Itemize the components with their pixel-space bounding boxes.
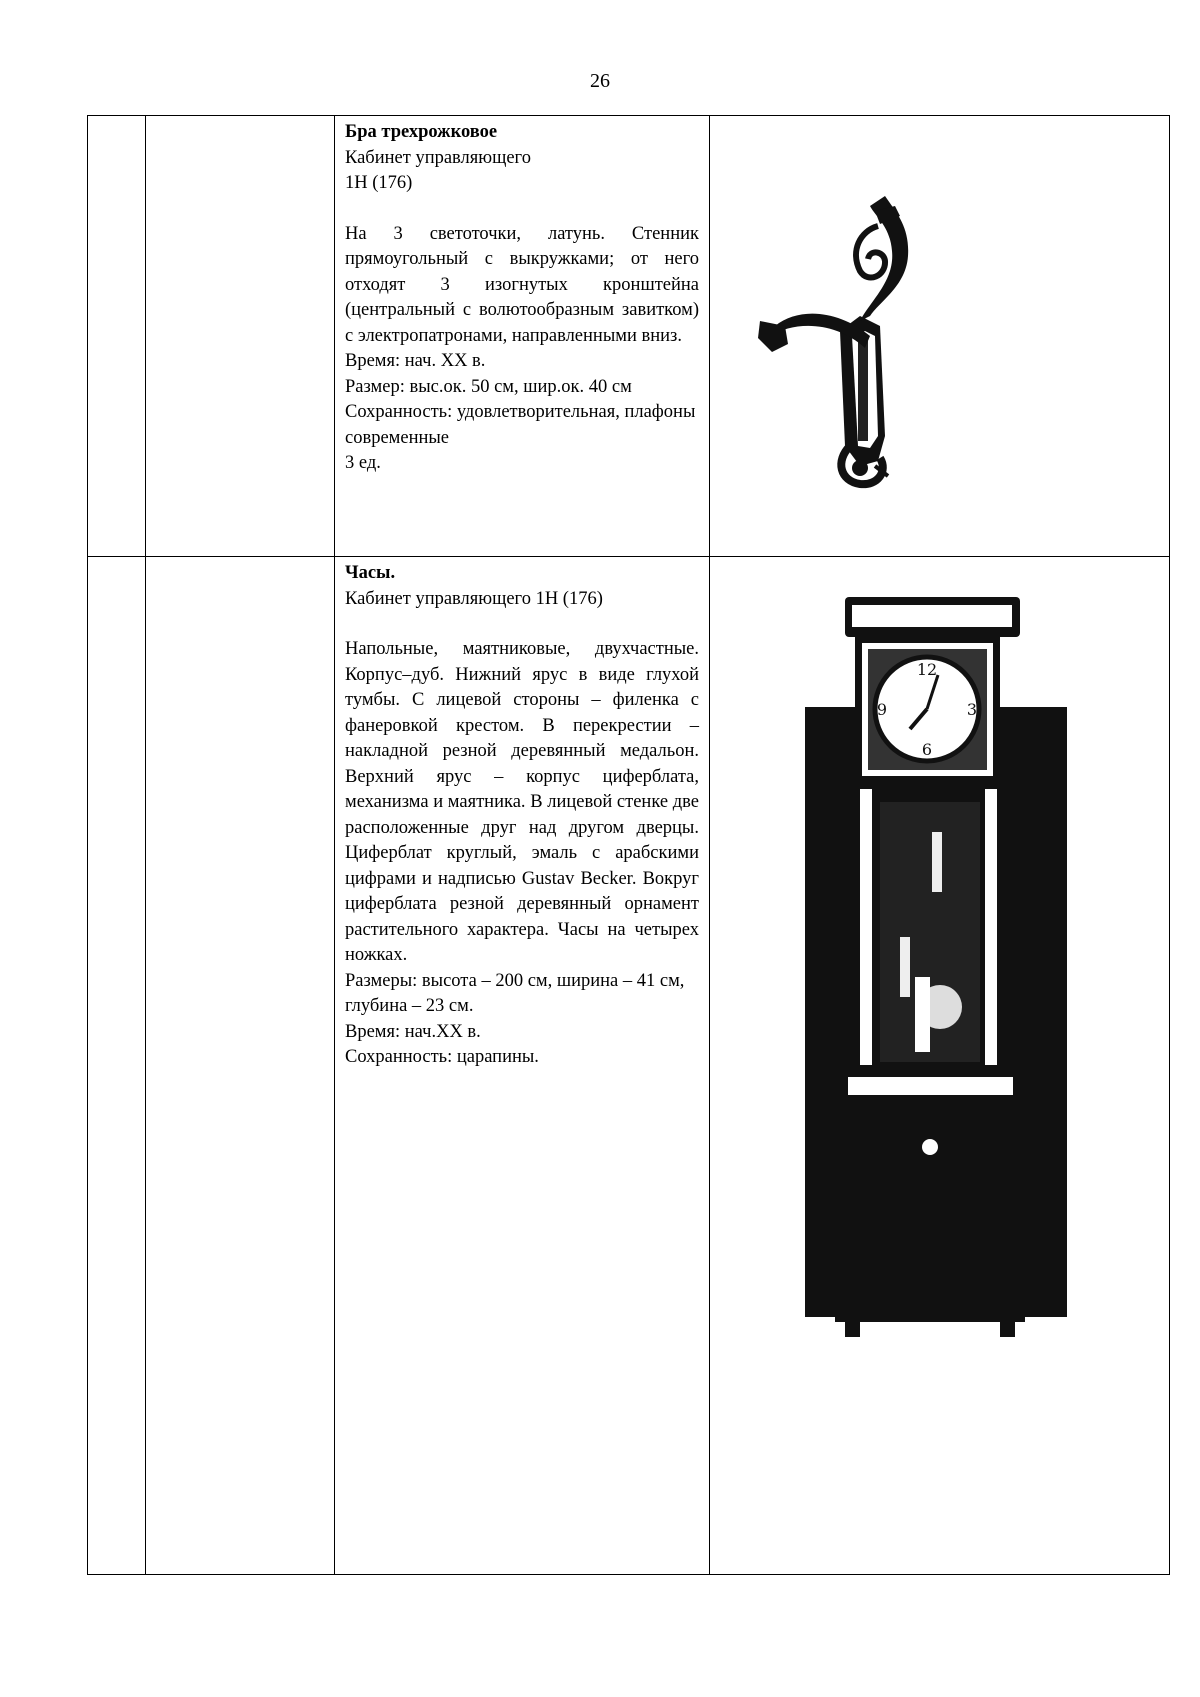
item-detail: Время: нач. XX в. [345,351,486,371]
item-detail: Время: нач.XX в. [345,1021,481,1042]
description-cell [335,116,710,557]
item-detail: глубина – 23 см. [345,996,474,1016]
item-description: На 3 светоточки, латунь. Стенник прямоугольный с выкружками; от него отходят 3 изогнутых кронштейна (центральный с волютообразным завитком) с электропатронами, направленными вниз. [345,223,699,346]
inventory-table [87,115,1170,1575]
inventory-cell [146,116,335,557]
number-cell [88,116,146,557]
page-number: 26 [590,70,610,92]
item-detail: Сохранность: царапины. [345,1047,539,1067]
table-row [88,557,1170,1575]
svg-text:12: 12 [916,660,938,679]
grandfather-clock-photo-icon [710,557,1169,1574]
photo-cell [710,557,1170,1575]
number-cell [88,557,146,1575]
wall-sconce-photo-icon [710,116,1169,556]
item-location: Кабинет управляющего [345,147,531,168]
item-title: Часы. [345,563,396,583]
item-description: Напольные, маятниковые, двухчастные. Корпус–дуб. Нижний ярус в виде глухой тумбы. С лицевой стороны – филенка с фанеровкой крестом. В перекрестии – накладной резной деревянный медальон. Верхний ярус – корпус циферблата, механизма и маятника. В лицевой стенке две расположенные друг над другом дверцы. Циферблат круглый, эмаль с арабскими цифрами и надписью Gustav Becker. Вокруг циферблата резной деревянный орнамент растительного характера. Часы на четырех ножках. [345,639,699,965]
svg-text:6: 6 [921,740,933,759]
description-cell [335,557,710,1575]
svg-text:9: 9 [876,700,888,719]
item-detail: 3 ед. [345,453,381,473]
table-row [88,116,1170,557]
item-detail: Размеры: высота – 200 см, ширина – 41 см, [345,970,685,991]
inventory-cell [146,557,335,1575]
item-detail: Сохранность: удовлетворительная, плафоны современные [345,402,696,448]
svg-text:3: 3 [966,700,978,719]
item-location: Кабинет управляющего 1Н (176) [345,588,603,609]
item-location: 1Н (176) [345,173,413,193]
photo-cell [710,116,1170,557]
item-title: Бра трехрожковое [345,122,498,142]
item-detail: Размер: выс.ок. 50 см, шир.ок. 40 см [345,376,632,397]
